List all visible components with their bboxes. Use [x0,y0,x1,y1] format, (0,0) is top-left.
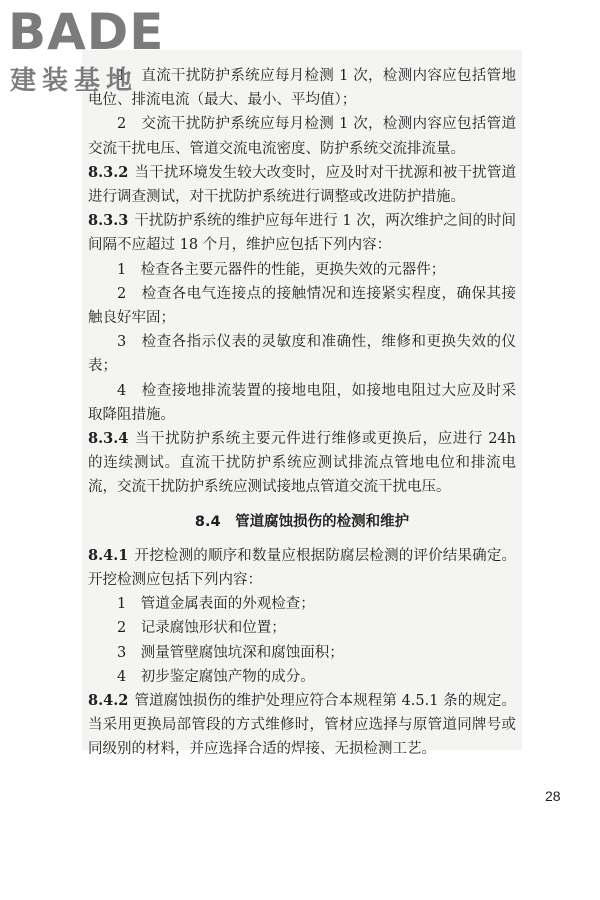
paragraph-text: 1 管道金属表面的外观检查； [117,596,315,613]
section-8-3-block [88,64,516,500]
clause-8-3-3 [88,209,516,257]
watermark-logo [6,4,176,104]
clause-8-3-2 [88,161,516,209]
list-item [88,330,516,378]
clause-number: 8.3.4 [88,430,129,448]
clause-8-3-4 [88,427,516,500]
paragraph-text: 干扰防护系统的维护应每年进行 1 次，两次维护之间的时间间隔不应超过 18 个月，维护应包括下列内容： [88,213,516,254]
clause-number: 8.3.2 [88,163,129,181]
list-item [88,641,516,665]
page-number: 28 [545,788,561,804]
list-item [88,258,516,282]
list-item [88,592,516,616]
list-item [88,616,516,640]
paragraph-text: 2 检查各电气连接点的接触情况和连接紧实程度，确保其接触良好牢固； [88,285,516,327]
logo-latin-text: BADE [8,3,165,61]
list-item [88,282,516,330]
paragraph-text: 4 检查接地排流装置的接地电阻，如接地电阻过大应及时采取降阻措施。 [88,382,516,423]
paragraph-text: 1 检查各主要元器件的性能，更换失效的元器件； [117,261,446,278]
paragraph-text: 3 测量管壁腐蚀坑深和腐蚀面积； [117,644,344,661]
document-body [88,64,516,762]
section-title-8-4: 8.4 管道腐蚀损伤的检测和维护 [194,513,410,530]
paragraph-text: 1 直流干扰防护系统应每月检测 1 次，检测内容应包括管地电位、排流电流（最大、最小、平均值）； [88,68,516,109]
paragraph-text: 当干扰环境发生较大改变时，应及时对干扰源和被干扰管道进行调查测试，对干扰防护系统进行调整或改进防护措施。 [88,164,516,206]
paragraph-text: 2 记录腐蚀形状和位置； [117,620,286,637]
list-item [88,665,516,689]
paragraph-text: 2 交流干扰防护系统应每月检测 1 次，检测内容应包括管道交流干扰电压、管道交流电流密度、防护系统交流排流量。 [88,116,516,157]
list-item [88,379,516,427]
clause-number: 8.3.3 [88,212,129,230]
clause-number: 8.4.2 [88,692,129,710]
clause-8-4-1 [88,544,516,592]
paragraph-text: 管道腐蚀损伤的维护处理应符合本规程第 4.5.1 条的规定。当采用更换局部管段的方式维修时，管材应选择与原管道同牌号或同级别的材料，并应选择合适的焊接、无损检测工艺。 [88,693,516,758]
section-8-4-block [88,544,516,762]
paragraph-text: 开挖检测的顺序和数量应根据防腐层检测的评价结果确定。开挖检测应包括下列内容： [88,547,516,589]
logo-cjk-text: 建装基地 [10,66,139,96]
list-item [88,112,516,160]
clause-8-4-2 [88,689,516,762]
clause-number: 8.4.1 [88,546,129,564]
paragraph-text: 当干扰防护系统主要元件进行维修或更换后，应进行 24h 的连续测试。直流干扰防护系统应测试排流点管地电位和排流电流，交流干扰防护系统应测试接地点管道交流干扰电压。 [88,431,516,496]
paragraph-text: 3 检查各指示仪表的灵敏度和准确性，维修和更换失效的仪表； [88,334,516,375]
paragraph-text: 4 初步鉴定腐蚀产物的成分。 [117,668,315,685]
